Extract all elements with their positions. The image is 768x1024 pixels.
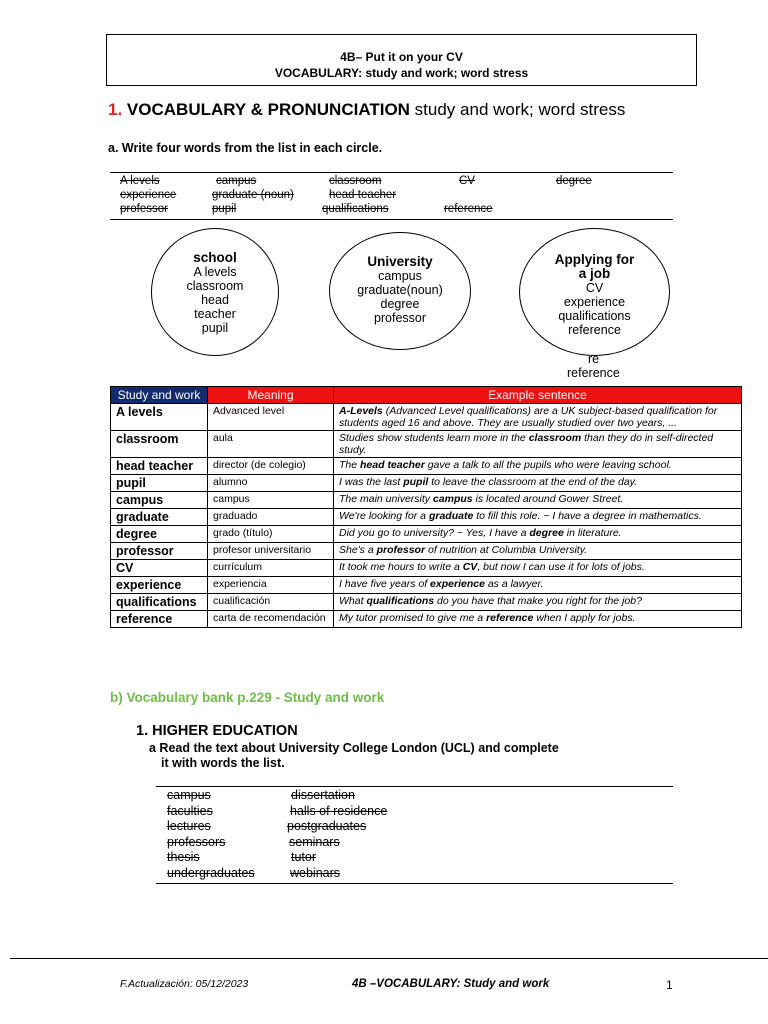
circle-university [329,232,471,350]
table-row [111,577,742,594]
word-list-item: undergraduates [167,866,255,880]
header-box [106,34,697,86]
word-list-item: lectures [167,819,211,833]
example-text: , but now I can use it for lots of jobs. [477,561,645,573]
vocab-word: degree [111,526,208,543]
table-row [111,458,742,475]
header-title: 4B– Put it on your CV [340,50,463,64]
vocab-word: experience [111,577,208,594]
circle-word: degree [380,297,420,311]
higher-education-instruction [149,741,669,771]
circle-job-title-2: a job [578,266,611,281]
word-list-higher-education [156,786,673,884]
column-header: Study and work [111,387,208,404]
example-keyword: graduate [428,510,474,522]
example-text: We're looking for a [339,510,429,522]
example-text: when I apply for jobs. [533,612,636,624]
vocab-meaning: currículum [208,560,334,577]
word-list-item: experience [120,189,177,201]
table-row [111,560,742,577]
example-text: do you have that make you right for the job? [434,595,642,607]
word-list-item: A levels [120,175,160,187]
circle-word: head [201,293,229,307]
section-title-rest: study and work; word stress [409,100,626,119]
example-sentence [334,577,742,594]
footer-divider [10,958,768,959]
example-text: to leave the classroom at the end of the day. [428,476,638,488]
section-title-bold: VOCABULARY & PRONUNCIATION [126,100,410,119]
vocab-meaning: cualificación [208,594,334,611]
example-text: is located around Gower Street. [472,493,624,505]
example-keyword: degree [529,527,564,539]
vocab-word: CV [111,560,208,577]
table-row [111,526,742,543]
example-keyword: head teacher [360,459,425,471]
table-row [111,611,742,628]
example-text: than they do in self-directed study. [339,432,714,456]
example-sentence [334,431,742,458]
page-number: 1 [666,978,673,992]
word-list-item: professor [120,203,168,215]
circle-word: teacher [194,307,236,321]
vocabulary-bank-heading: b) Vocabulary bank p.229 - Study and work [110,690,385,705]
example-keyword: reference [486,612,534,624]
section-title [108,100,625,120]
circle-job-title: Applying for [554,252,635,267]
example-text: The main university [339,493,433,505]
circle-word: graduate(noun) [357,283,443,297]
word-list-item: graduate (noun) [212,189,294,201]
vocab-word: classroom [111,431,208,458]
vocab-meaning: campus [208,492,334,509]
table-row [111,543,742,560]
circle-school [151,228,279,356]
footer-date: F.Actualización: 05/12/2023 [120,978,249,990]
circle-university-title: University [367,254,433,269]
circle-overflow-text: re [588,352,600,366]
vocab-word: pupil [111,475,208,492]
word-list-item: classroom [329,175,382,187]
example-text: I have five years of [339,578,431,590]
vocab-meaning: aula [208,431,334,458]
vocab-meaning: Advanced level [208,404,334,431]
vocab-word: campus [111,492,208,509]
example-text: I was the last [339,476,404,488]
circle-school-title: school [193,250,237,265]
word-list-item: postgraduates [287,819,367,833]
section-number: 1. [108,100,123,119]
example-text: It took me hours to write a [339,561,463,573]
circle-overflow-text: reference [567,366,620,380]
circle-word: classroom [186,279,244,293]
vocabulary-table [110,386,742,628]
vocab-word: qualifications [111,594,208,611]
footer-title: 4B –VOCABULARY: Study and work [352,978,550,990]
table-header-row [111,387,742,404]
instruction-line: a Read the text about University College London (UCL) and complete [149,741,559,755]
vocab-word: A levels [111,404,208,431]
table-row [111,475,742,492]
example-text: in literature. [563,527,622,539]
example-sentence [334,404,742,431]
vocab-word: reference [111,611,208,628]
example-text: The [339,459,361,471]
header-subtitle: VOCABULARY: study and work; word stress [274,66,529,80]
example-keyword: professor [376,544,426,556]
table-row [111,492,742,509]
word-list-item: faculties [167,804,213,818]
example-text: She's a [339,544,377,556]
word-list-item: qualifications [322,203,389,215]
vocab-word: professor [111,543,208,560]
table-row [111,509,742,526]
circle-word: professor [373,311,427,325]
higher-education-title: 1. HIGHER EDUCATION [136,723,298,739]
vocab-meaning: director (de colegio) [208,458,334,475]
example-sentence [334,594,742,611]
vocab-word: graduate [111,509,208,526]
word-list-item: campus [167,788,211,802]
word-list-item: dissertation [291,788,355,802]
word-list-item: professors [167,835,226,849]
instruction-a: a. Write four words from the list in each circle. [108,141,383,155]
word-list-item: campus [216,175,257,187]
example-keyword: qualifications [366,595,435,607]
example-keyword: CV [462,561,478,573]
vocab-meaning: carta de recomendación [208,611,334,628]
example-sentence [334,526,742,543]
example-text: Studies show students learn more in the [339,432,529,444]
word-list-item: degree [556,175,592,187]
vocab-meaning: graduado [208,509,334,526]
example-sentence [334,475,742,492]
example-keyword: pupil [403,476,429,488]
example-keyword: campus [432,493,473,505]
vocab-word: head teacher [111,458,208,475]
word-list-item: reference [444,203,493,215]
vocab-meaning: grado (título) [208,526,334,543]
vocab-meaning: profesor universitario [208,543,334,560]
example-text: gave a talk to all the pupils who were leaving school. [424,459,672,471]
word-list-study [110,172,673,220]
circle-job [519,228,670,356]
word-list-item: seminars [289,835,340,849]
column-header: Meaning [208,387,334,404]
table-row [111,431,742,458]
circle-word: CV [585,281,604,295]
word-list-item: CV [459,175,475,187]
table-row [111,594,742,611]
example-text: (Advanced Level qualifications) are a UK subject-based qualification for students aged 16 and above. They are usually studied over two years, ... [339,405,718,429]
word-list-item: tutor [291,850,317,864]
example-keyword: experience [430,578,485,590]
word-list-item: pupil [212,203,237,215]
example-text: as a lawyer. [484,578,544,590]
example-text: of nutrition at Columbia University. [425,544,588,556]
table-row [111,404,742,431]
example-text: Did you go to university? ~ Yes, I have a [339,527,530,539]
example-keyword: classroom [528,432,582,444]
example-sentence [334,560,742,577]
word-list-item: thesis [167,850,200,864]
example-sentence [334,543,742,560]
example-keyword: A-Levels [339,405,383,417]
circle-word: pupil [201,321,229,335]
example-text: My tutor promised to give me a [339,612,487,624]
example-sentence [334,458,742,475]
example-sentence [334,611,742,628]
example-sentence [334,509,742,526]
circle-word: A levels [193,265,237,279]
word-list-item: webinars [290,866,341,880]
column-header: Example sentence [334,387,742,404]
example-sentence [334,492,742,509]
circle-word: qualifications [558,309,631,323]
instruction-line: it with words the list. [161,756,285,770]
vocab-meaning: experiencia [208,577,334,594]
circle-word: experience [563,295,626,309]
vocab-meaning: alumno [208,475,334,492]
word-list-item: head teacher [329,189,397,201]
circle-word: campus [378,269,422,283]
circle-word: reference [568,323,621,337]
word-list-item: halls of residence [290,804,388,818]
example-text: What [339,595,367,607]
example-text: to fill this role. ~ I have a degree in mathematics. [473,510,702,522]
